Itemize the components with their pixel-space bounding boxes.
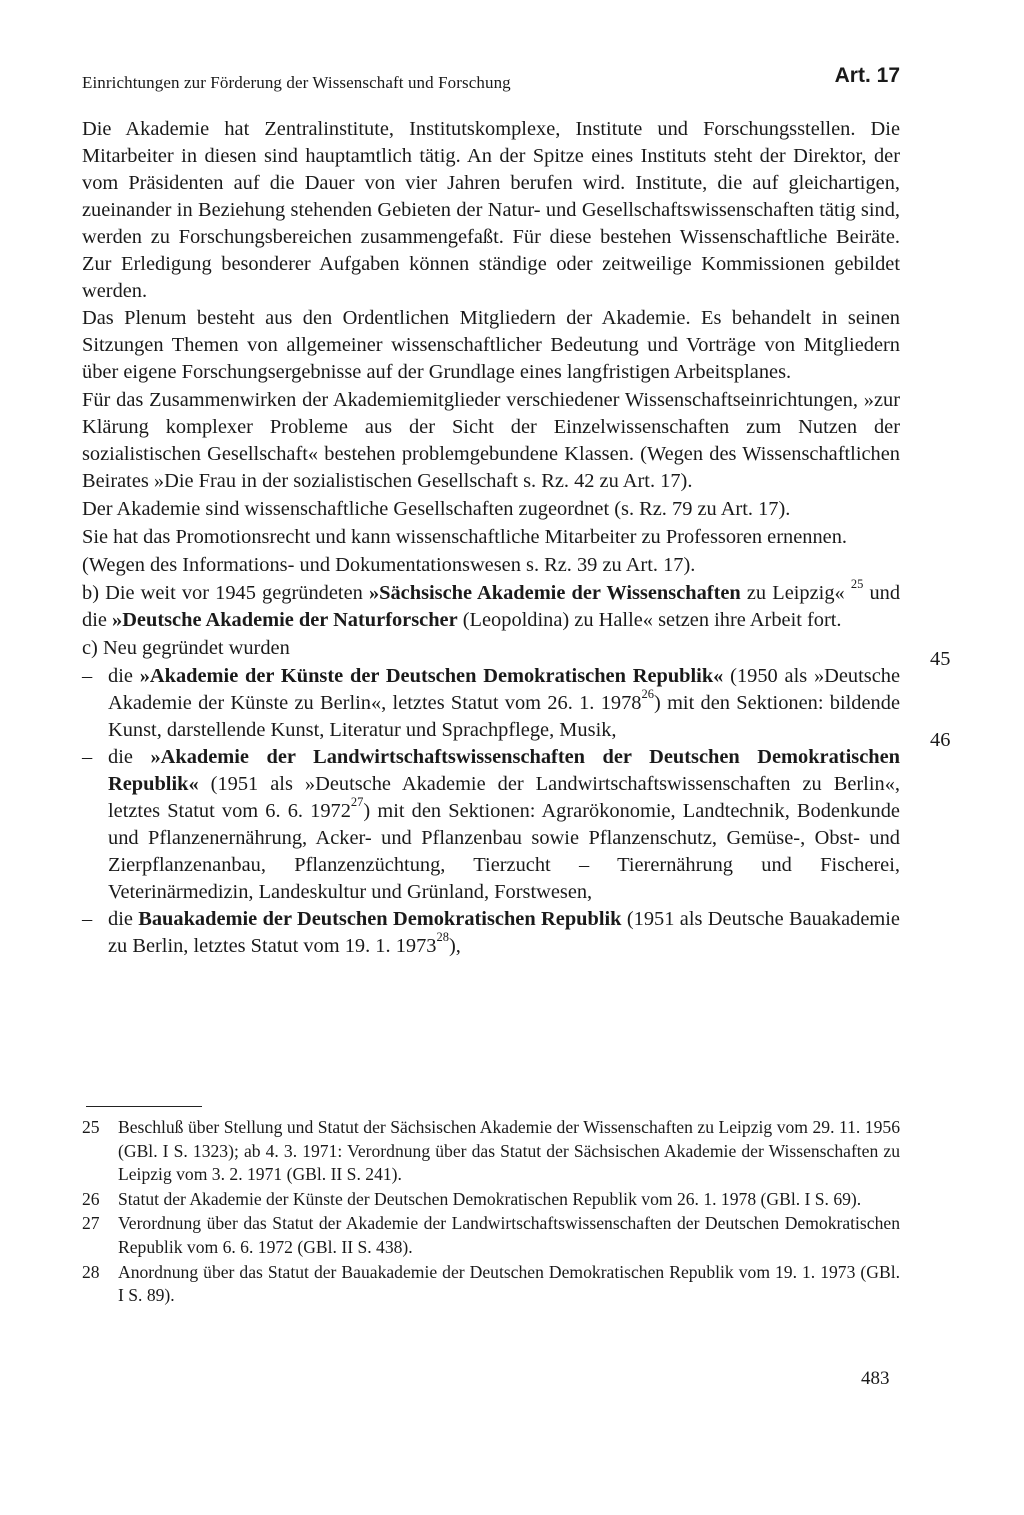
margin-number: 45 <box>930 648 951 670</box>
text-run: (1951 als »Deutsche Akademie der Landwirtschaftswissenschaften zu Berlin«, letztes Statut vom 6. 6. 1972 <box>108 773 900 822</box>
bold-run: »Akademie der Künste der Deutschen Demokratischen Republik« <box>139 665 724 687</box>
article-label: Art. 17 <box>834 64 900 87</box>
dash-bullet: – <box>82 908 93 930</box>
paragraph: (Wegen des Informations- und Dokumentationswesen s. Rz. 39 zu Art. 17). <box>82 554 696 576</box>
footnote-ref: 26 <box>641 687 654 702</box>
bold-run: »Sächsische Akademie der Wissenschaften <box>368 582 741 604</box>
text-run: (1951 als Deutsche Bauakademie zu Berlin, letztes Statut vom 19. 1. 1973 <box>108 908 900 957</box>
bold-run: »Deutsche Akademie der Naturforscher <box>112 609 458 631</box>
text-run: ), <box>448 935 461 957</box>
list-item <box>82 663 900 744</box>
margin-number: 46 <box>930 729 951 751</box>
paragraph: Das Plenum besteht aus den Ordentlichen Mitgliedern der Akademie. Es behandelt in seinen Sitzungen Themen von allgemeiner wissenschaftlicher Bedeutung und Vorträge von Mitgliedern über eigene Forschungsergebnisse auf der Grundlage eines langfristigen Arbeitsplanes. <box>82 307 900 383</box>
text-run: ) mit den Sektionen: bildende Kunst, darstellende Kunst, Literatur und Sprachpflege, Musik, <box>108 692 900 741</box>
footnote <box>82 1116 900 1187</box>
footnote-text: Statut der Akademie der Künste der Deutschen Demokratischen Republik vom 26. 1. 1978 (GBl. I S. 69). <box>118 1188 862 1209</box>
footnote-number: 28 <box>82 1261 100 1282</box>
footnote-number: 25 <box>82 1117 100 1137</box>
list-item <box>82 744 900 906</box>
text-run: (Leopoldina) zu Halle« setzen ihre Arbeit fort. <box>457 609 842 631</box>
footnotes <box>82 1116 900 1309</box>
footnote-ref: 25 <box>850 577 864 592</box>
text-run: b) Die weit vor 1945 gegründeten <box>82 582 369 604</box>
paragraph-b <box>82 577 901 634</box>
footnote <box>82 1188 900 1212</box>
paragraph: Sie hat das Promotionsrecht und kann wissenschaftliche Mitarbeiter zu Professoren ernennen. <box>82 526 848 548</box>
text-run: und die <box>82 582 901 631</box>
body-text <box>82 116 900 960</box>
text-run: die <box>108 908 139 930</box>
footnote-text: Verordnung über das Statut der Akademie der Landwirtschaftswissenschaften der Deutschen Demokratischen Republik vom 6. 6. 1972 (GBl. II S. 438). <box>118 1213 900 1257</box>
paragraph: Der Akademie sind wissenschaftliche Gesellschaften zugeordnet (s. Rz. 79 zu Art. 17). <box>82 498 791 520</box>
footnote-number: 26 <box>82 1188 100 1209</box>
footnote <box>82 1261 900 1308</box>
paragraph: Die Akademie hat Zentralinstitute, Institutskomplexe, Institute und Forschungsstellen. Die Mitarbeiter in diesen sind hauptamtlich tätig. An der Spitze eines Instituts steht der Direktor, der vom Präsidenten auf die Dauer von vier Jahren berufen wird. Institute, die auf gleichartigen, zueinander in Beziehung stehenden Gebieten der Natur- und Gesellschaftswissenschaften tätig sind, werden zu Forschungsbereichen zusammengefaßt. Für diese bestehen Wissenschaftliche Beiräte. Zur Erledigung besonderer Aufgaben können ständige oder zeitweilige Kommissionen gebildet werden. <box>82 118 900 302</box>
page-number: 483 <box>861 1368 890 1389</box>
paragraph-c: c) Neu gegründet wurden <box>82 637 290 659</box>
text-run: (1950 als »Deutsche Akademie der Künste zu Berlin«, letztes Statut vom 26. 1. 1978 <box>108 665 901 714</box>
list-item <box>82 906 900 960</box>
footnote-ref: 27 <box>350 795 364 810</box>
dash-bullet: – <box>82 746 93 768</box>
footnote-rule <box>86 1106 202 1107</box>
bold-run: Bauakademie der Deutschen Demokratischen Republik <box>138 908 622 930</box>
footnote-ref: 28 <box>436 930 449 945</box>
text-run: ) mit den Sektionen: Agrarökonomie, Landtechnik, Bodenkunde und Pflanzenernährung, Acker- und Pflanzenbau sowie Pflanzenschutz, Gemüse-, Obst- und Zierpflanzenanbau, Pflanzenzüchtung, Tierzucht – Tierernährung und Fischerei, Veterinärmedizin, Landeskultur und Grünland, Forstwesen, <box>108 800 900 903</box>
text-run: zu Leipzig« <box>740 582 851 604</box>
dash-bullet: – <box>82 665 93 687</box>
paragraph: Für das Zusammenwirken der Akademiemitglieder verschiedener Wissenschaftseinrichtungen, »zur Klärung komplexer Probleme aus der Sicht der Einzelwissenschaften zum Nutzen der sozialistischen Gesellschaft« bestehen problemgebundene Klassen. (Wegen des Wissenschaftlichen Beirates »Die Frau in der sozialistischen Gesellschaft s. Rz. 42 zu Art. 17). <box>82 389 900 492</box>
academy-list <box>82 663 900 960</box>
footnote-number: 27 <box>82 1213 100 1234</box>
text-run: die <box>108 665 140 687</box>
footnote-text: Anordnung über das Statut der Bauakademie der Deutschen Demokratischen Republik vom 19. 1. 1973 (GBl. I S. 89). <box>118 1261 900 1306</box>
running-header: Einrichtungen zur Förderung der Wissenschaft und Forschung <box>82 73 511 92</box>
footnote-text: Beschluß über Stellung und Statut der Sächsischen Akademie der Wissenschaften zu Leipzig vom 29. 11. 1956 (GBl. I S. 1323); ab 4. 3. 1971: Verordnung über das Statut der Sächsischen Akademie der Wissenschaften zu Leipzig vom 3. 2. 1971 (GBl. II S. 241). <box>118 1117 900 1185</box>
bold-run: »Akademie der Landwirtschaftswissenschaften der Deutschen Demokratischen Republik« <box>108 746 900 795</box>
footnote <box>82 1212 900 1259</box>
text-run: die <box>108 746 151 768</box>
